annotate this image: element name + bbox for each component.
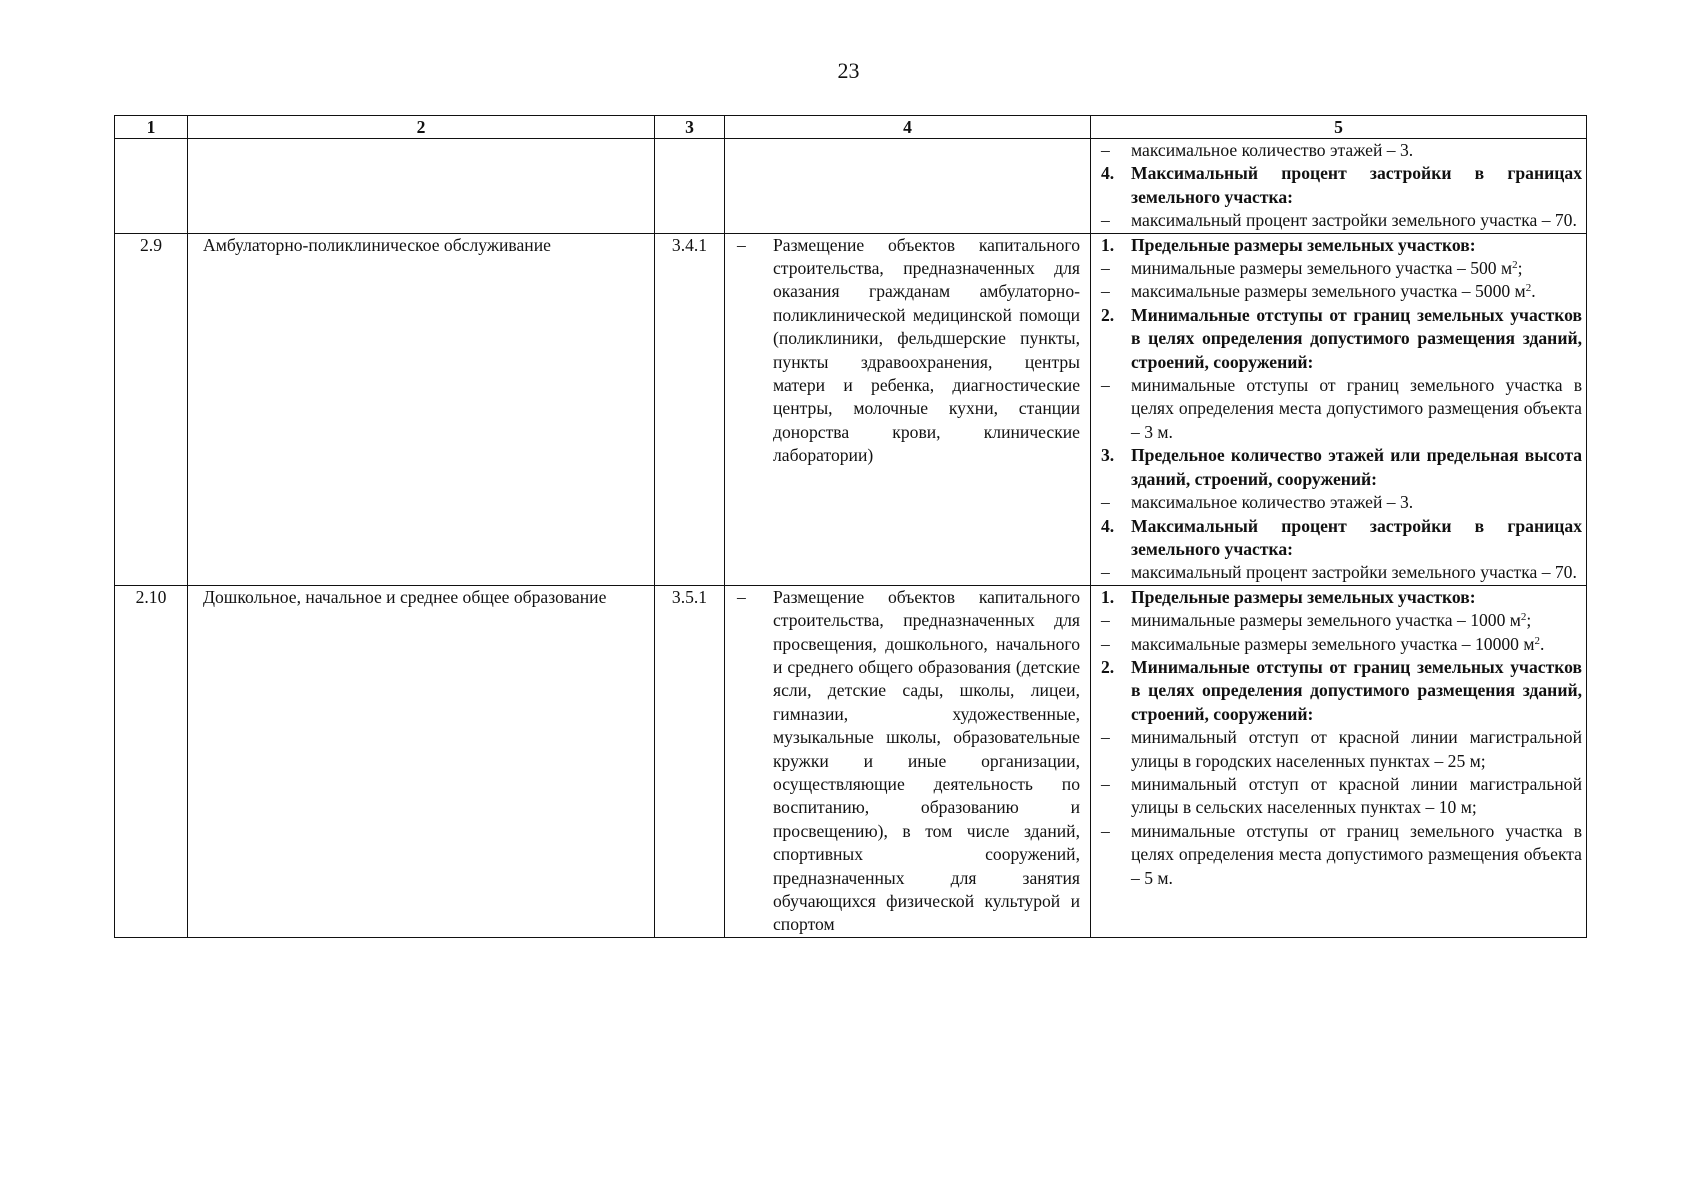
row-description [725,585,1091,937]
param-line [1101,633,1582,656]
param-text: минимальные отступы от границ земельного участка в целях определения места допустимого размещения объекта – 5 м. [1131,820,1582,888]
param-line [1101,726,1582,773]
param-marker: – [1101,820,1110,841]
param-line [1101,280,1582,303]
cell-desc [725,139,1091,234]
param-marker: 1. [1101,586,1115,607]
param-line [1101,374,1582,444]
param-line [1101,304,1582,374]
param-line [1101,491,1582,514]
cell-params [1091,139,1587,234]
header-col-5: 5 [1091,116,1587,139]
row-name: Дошкольное, начальное и среднее общее образование [188,585,655,937]
param-line [1101,561,1582,584]
param-marker: – [1101,281,1110,302]
row-code: 3.5.1 [655,585,725,937]
header-col-4: 4 [725,116,1091,139]
param-heading: Максимальный процент застройки в границах земельного участка: [1131,163,1582,207]
cell-code [655,139,725,234]
param-marker: – [1101,210,1110,231]
param-marker: 3. [1101,445,1115,466]
param-marker: – [1101,258,1110,279]
param-line [1101,257,1582,280]
param-text: минимальные отступы от границ земельного участка в целях определения места допустимого размещения объекта – 3 м. [1131,375,1582,442]
param-marker: 4. [1101,163,1115,184]
header-col-2: 2 [188,116,655,139]
param-marker: 4. [1101,515,1115,536]
param-marker: – [1101,375,1110,396]
param-line [1101,656,1582,726]
desc-text: Размещение объектов капитального строительства, предназначенных для просвещения, дошкольного, начального и среднего общего образования (детские ясли, детские сады, школы, лицеи, гимназии, художественные, музыкальные школы, образовательные кружки и иные организации, осуществляющие деятельность по воспитанию, образованию и просвещению), в том числе зданий, спортивных сооружений, предназначенных для занятия обучающихся физической культурой и спортом [773,586,1080,935]
table-header-row [115,116,1587,139]
param-marker: – [1101,773,1110,794]
param-marker: 2. [1101,656,1115,677]
param-text: максимальное количество этажей – 3. [1131,140,1414,160]
cell-name [188,139,655,234]
table-row [115,585,1587,937]
row-name: Амбулаторно-поликлиническое обслуживание [188,233,655,585]
param-text: минимальные размеры земельного участка – 500 $м^2$; [1131,258,1523,279]
param-marker: 1. [1101,234,1115,255]
param-line [1101,444,1582,491]
param-heading: Предельные размеры земельных участков: [1131,234,1476,255]
param-text: максимальные размеры земельного участка – 5000 $м^2$. [1131,281,1536,302]
regulations-table [114,115,1587,938]
header-col-1: 1 [115,116,188,139]
param-marker: 2. [1101,304,1115,325]
param-line [1101,515,1582,562]
param-heading: Максимальный процент застройки в границах земельного участка: [1131,515,1582,559]
param-heading: Минимальные отступы от границ земельных участков в целях определения допустимого размещения зданий, строений, сооружений: [1131,656,1582,724]
param-heading: Предельные размеры земельных участков: [1131,586,1476,607]
param-line [1101,209,1582,232]
param-line [1101,139,1582,162]
row-params [1091,233,1587,585]
row-number: 2.9 [115,233,188,585]
cell-num [115,139,188,234]
desc-text: Размещение объектов капитального строительства, предназначенных для оказания гражданам амбулаторно-поликлинической медицинской помощи (поликлиники, фельдшерские пункты, пункты здравоохранения, центры матери и ребенка, диагностические центры, молочные кухни, станции донорства крови, клинические лаборатории) [773,234,1080,466]
param-text: максимальный процент застройки земельного участка – 70. [1131,562,1577,583]
param-text: максимальное количество этажей – 3. [1131,492,1414,513]
param-marker: – [1101,610,1110,631]
param-text: максимальный процент застройки земельного участка – 70. [1131,210,1577,231]
row-params [1091,585,1587,937]
param-line [1101,820,1582,890]
row-code: 3.4.1 [655,233,725,585]
param-heading: Предельное количество этажей или предельная высота зданий, строений, сооружений: [1131,445,1582,489]
param-line [1101,162,1582,209]
desc-marker: – [737,586,746,607]
table-row [115,233,1587,585]
param-line [1101,773,1582,820]
row-number: 2.10 [115,585,188,937]
param-text: минимальный отступ от красной линии магистральной улицы в сельских населенных пунктах – 10 м; [1131,773,1582,818]
param-text: максимальные размеры земельного участка – 10000 $м^2$. [1131,633,1545,654]
param-line [1101,609,1582,632]
row-description [725,233,1091,585]
param-line [1101,586,1582,609]
param-marker: – [1101,562,1110,583]
desc-marker: – [737,234,746,255]
param-heading: Минимальные отступы от границ земельных участков в целях определения допустимого размещения зданий, строений, сооружений: [1131,304,1582,372]
header-col-3: 3 [655,116,725,139]
param-marker: – [1101,140,1110,160]
table-row-continuation [115,139,1587,234]
param-marker: – [1101,633,1110,654]
param-marker: – [1101,492,1110,513]
param-text: минимальные размеры земельного участка – 1000 $м^2$; [1131,610,1532,631]
param-marker: – [1101,727,1110,748]
param-line [1101,234,1582,257]
page-number: 23 [837,58,860,83]
param-text: минимальный отступ от красной линии магистральной улицы в городских населенных пунктах – 25 м; [1131,727,1582,771]
